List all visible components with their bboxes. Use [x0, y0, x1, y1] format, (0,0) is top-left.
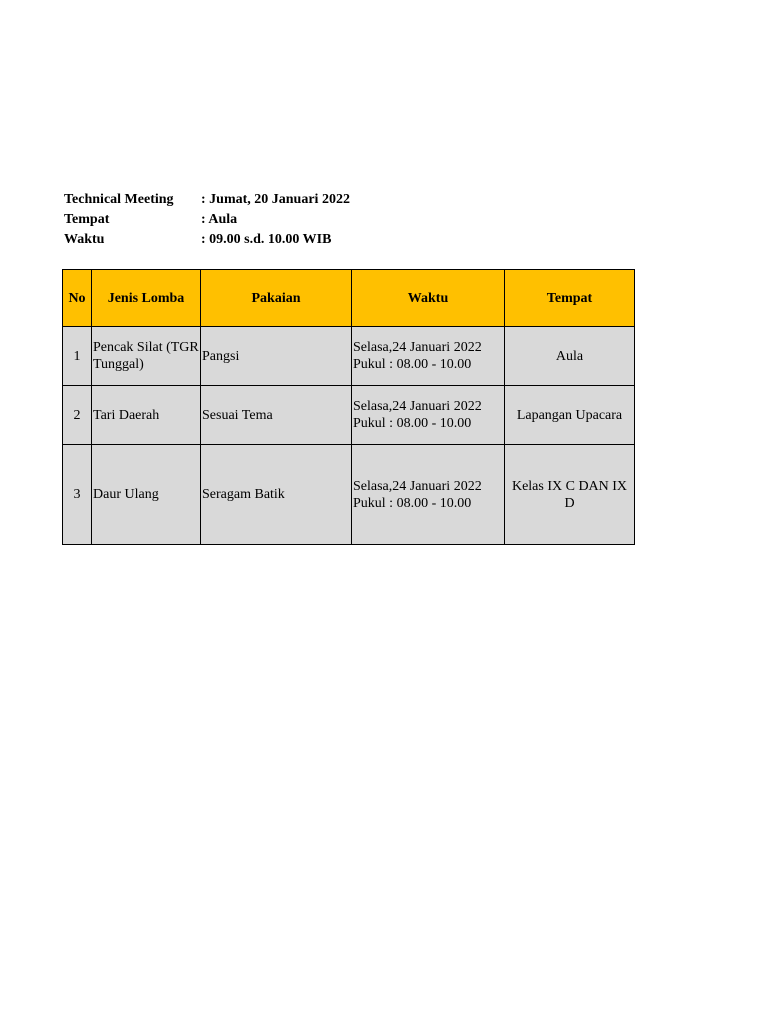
- cell-no: 2: [63, 386, 92, 445]
- header-waktu: Waktu: [352, 270, 505, 327]
- meeting-label: Technical Meeting: [64, 192, 174, 207]
- meeting-info: [64, 190, 350, 250]
- waktu-date: Selasa,24 Januari 2022: [353, 399, 482, 414]
- header-tempat: Tempat: [505, 270, 635, 327]
- table-row: [63, 327, 635, 386]
- cell-jenis-lomba: Daur Ulang: [92, 445, 201, 545]
- table-row: [63, 445, 635, 545]
- cell-tempat: Lapangan Upacara: [505, 386, 635, 445]
- cell-pakaian: Pangsi: [201, 327, 352, 386]
- cell-waktu: [352, 386, 505, 445]
- cell-jenis-lomba: Tari Daerah: [92, 386, 201, 445]
- meeting-value: : Jumat, 20 Januari 2022: [201, 192, 350, 207]
- waktu-hour: Pukul : 08.00 - 10.00: [353, 495, 472, 511]
- table-header-row: [63, 270, 635, 327]
- place-value: : Aula: [201, 212, 238, 227]
- header-jenis-lomba: Jenis Lomba: [92, 270, 201, 327]
- cell-waktu: [352, 445, 505, 545]
- table-row: [63, 386, 635, 445]
- header-no: No: [63, 270, 92, 327]
- place-info-row: [64, 210, 350, 230]
- place-label: Tempat: [64, 212, 110, 227]
- waktu-date: Selasa,24 Januari 2022: [353, 478, 482, 494]
- time-info-row: [64, 230, 350, 250]
- header-pakaian: Pakaian: [201, 270, 352, 327]
- cell-pakaian: Seragam Batik: [201, 445, 352, 545]
- cell-no: 3: [63, 445, 92, 545]
- time-value: : 09.00 s.d. 10.00 WIB: [201, 232, 332, 247]
- waktu-date: Selasa,24 Januari 2022: [353, 340, 482, 355]
- competition-schedule-table: [62, 269, 635, 545]
- waktu-hour: Pukul : 08.00 - 10.00: [353, 357, 472, 372]
- cell-waktu: [352, 327, 505, 386]
- cell-no: 1: [63, 327, 92, 386]
- waktu-hour: Pukul : 08.00 - 10.00: [353, 416, 472, 431]
- time-label: Waktu: [64, 232, 105, 247]
- cell-tempat: Kelas IX C DAN IX D: [505, 445, 635, 545]
- cell-pakaian: Sesuai Tema: [201, 386, 352, 445]
- cell-tempat: Aula: [505, 327, 635, 386]
- cell-jenis-lomba: Pencak Silat (TGR Tunggal): [92, 327, 201, 386]
- meeting-info-row: [64, 190, 350, 210]
